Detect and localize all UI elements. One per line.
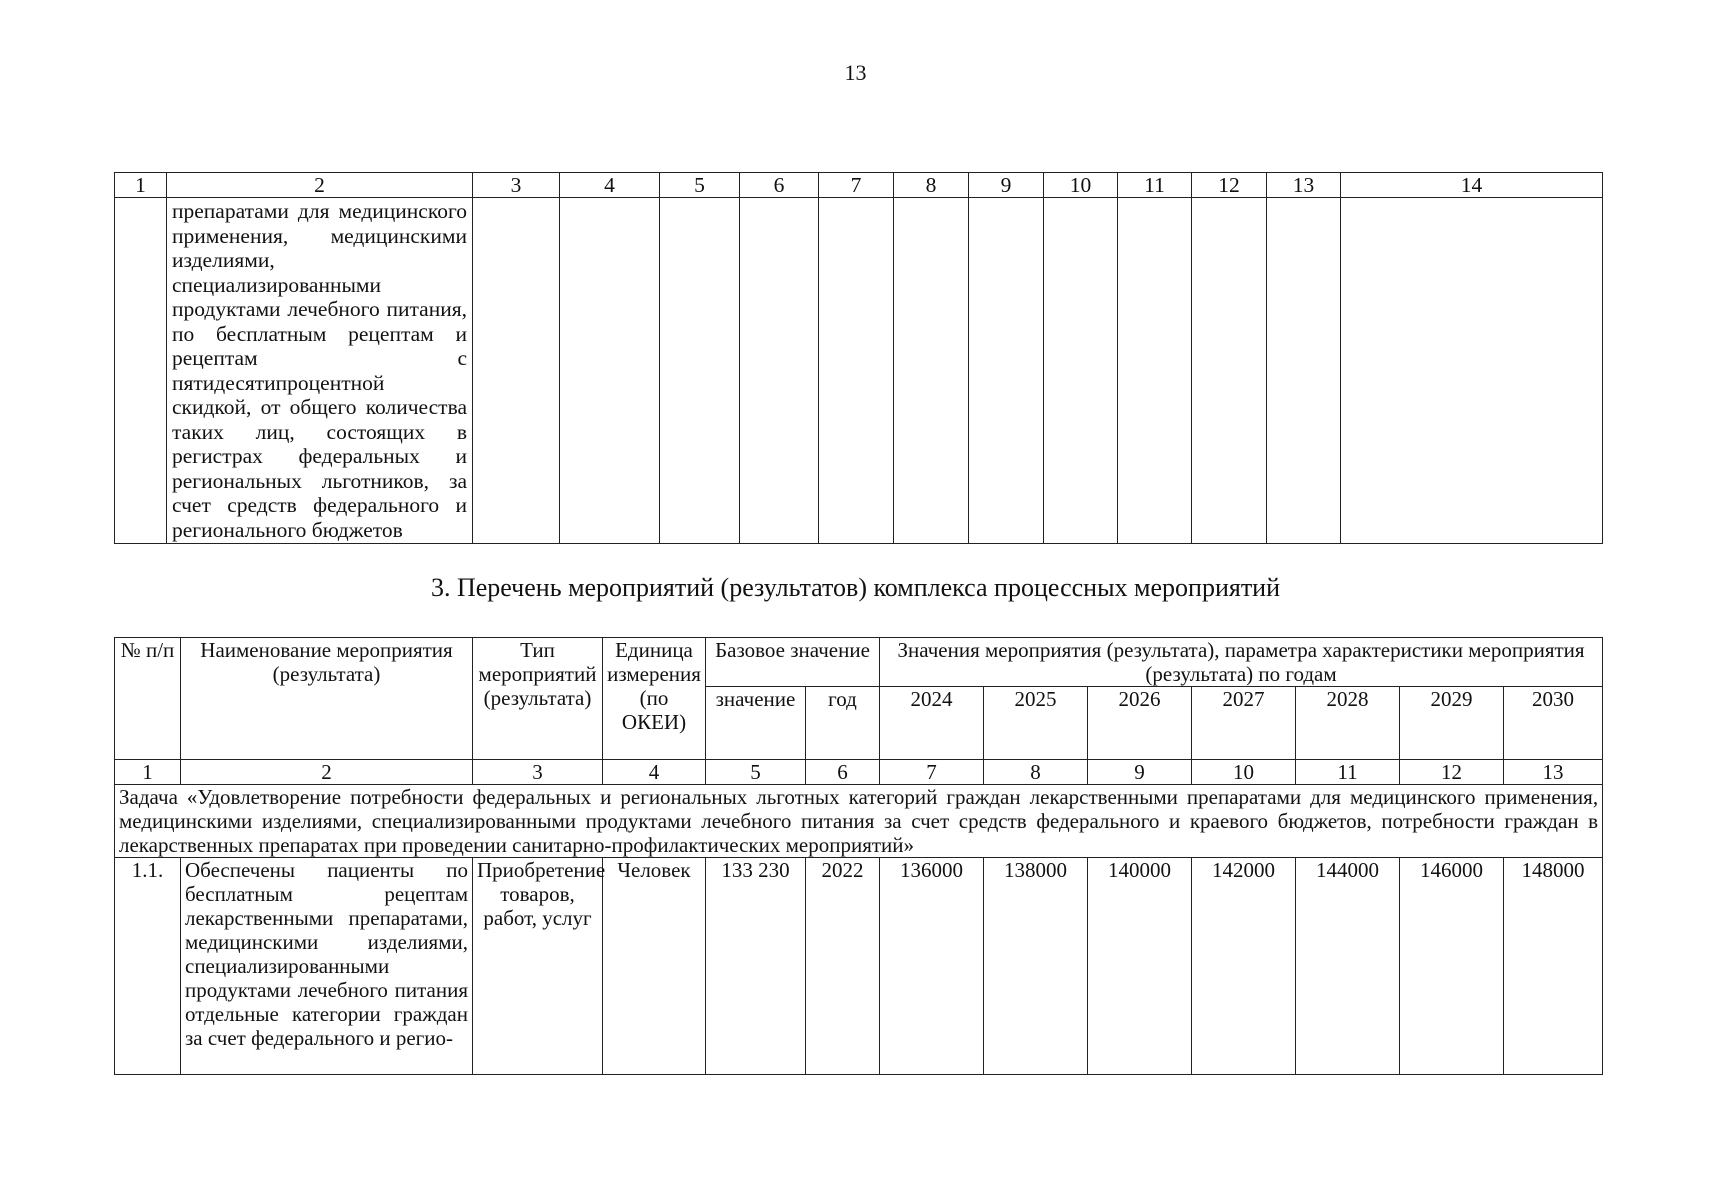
task-row: [115, 785, 1603, 858]
header-type: Тип мероприятий (результата): [473, 638, 603, 760]
column-number: 13: [1504, 760, 1603, 785]
column-number: 12: [1192, 173, 1267, 198]
column-number: 10: [1192, 760, 1296, 785]
column-number: 2: [167, 173, 473, 198]
header-year: 2025: [984, 687, 1088, 760]
row-name: Обеспечены пациенты по бесплатным рецептам лекарственными препаратами, медицинскими изделиями, специализированными продуктами лечебного питания отдельные категории граждан за счет федерального и регио-: [181, 858, 473, 1075]
column-number: 4: [560, 173, 660, 198]
column-number: 8: [894, 173, 969, 198]
column-number: 5: [706, 760, 806, 785]
column-number: 7: [880, 760, 984, 785]
column-number: 1: [115, 173, 167, 198]
header-year: 2028: [1296, 687, 1400, 760]
row-unit: Человек: [603, 858, 706, 1075]
empty-cell: [660, 198, 740, 544]
header-year: 2024: [880, 687, 984, 760]
column-number: 1: [115, 760, 181, 785]
header-unit: Единица измерения (по ОКЕИ): [603, 638, 706, 760]
column-number: 10: [1044, 173, 1118, 198]
empty-cell: [740, 198, 819, 544]
column-number-row: [115, 760, 1603, 785]
column-number: 3: [473, 173, 560, 198]
empty-cell: [969, 198, 1044, 544]
row-base-year: 2022: [806, 858, 880, 1075]
empty-cell: [1044, 198, 1118, 544]
row-value-2024: 136000: [880, 858, 984, 1075]
indicator-description: препаратами для медицинского применения, медицинскими изделиями, специализированными продуктами лечебного питания, по бесплатным рецептам и рецептам с пятидесятипроцентной скидкой, от общего количества таких лиц, состоящих в регистрах федеральных и региональных льготников, за счет средств федерального и регионального бюджетов: [167, 198, 473, 544]
row-value-2029: 146000: [1400, 858, 1504, 1075]
column-number: 13: [1267, 173, 1341, 198]
header-year: 2027: [1192, 687, 1296, 760]
row-value-2027: 142000: [1192, 858, 1296, 1075]
empty-cell: [115, 198, 167, 544]
table-row: [115, 858, 1603, 1075]
header-base-year: год: [806, 687, 880, 760]
column-number: 14: [1341, 173, 1603, 198]
section-title: 3. Перечень мероприятий (результатов) комплекса процессных мероприятий: [430, 573, 1281, 602]
empty-cell: [1118, 198, 1192, 544]
row-value-2026: 140000: [1088, 858, 1192, 1075]
table-row: [115, 198, 1603, 544]
column-number: 8: [984, 760, 1088, 785]
continued-table: [114, 172, 1603, 544]
column-number: 3: [473, 760, 603, 785]
empty-cell: [560, 198, 660, 544]
row-num: 1.1.: [115, 858, 181, 1075]
column-number: 7: [819, 173, 894, 198]
page-number: 13: [844, 60, 867, 85]
column-number: 11: [1118, 173, 1192, 198]
header-year: 2029: [1400, 687, 1504, 760]
header-row: [115, 638, 1603, 687]
row-type: Приобретение товаров, работ, услуг: [473, 858, 603, 1075]
empty-cell: [1192, 198, 1267, 544]
header-base-value: значение: [706, 687, 806, 760]
column-number: 12: [1400, 760, 1504, 785]
column-number: 11: [1296, 760, 1400, 785]
header-num: № п/п: [115, 638, 181, 760]
row-value-2030: 148000: [1504, 858, 1603, 1075]
column-number: 9: [1088, 760, 1192, 785]
header-year: 2026: [1088, 687, 1192, 760]
row-value-2025: 138000: [984, 858, 1088, 1075]
empty-cell: [819, 198, 894, 544]
column-number: 6: [806, 760, 880, 785]
measures-table: [114, 637, 1603, 1075]
header-values: Значения мероприятия (результата), параметра характеристики мероприятия (результата) по годам: [880, 638, 1603, 687]
column-number: 4: [603, 760, 706, 785]
header-year: 2030: [1504, 687, 1603, 760]
header-base: Базовое значение: [706, 638, 880, 687]
header-name: Наименование мероприятия (результата): [181, 638, 473, 760]
empty-cell: [1341, 198, 1603, 544]
empty-cell: [894, 198, 969, 544]
column-number: 9: [969, 173, 1044, 198]
column-number: 2: [181, 760, 473, 785]
empty-cell: [1267, 198, 1341, 544]
column-number: 6: [740, 173, 819, 198]
column-number-row: [115, 173, 1603, 198]
row-value-2028: 144000: [1296, 858, 1400, 1075]
task-text: Задача «Удовлетворение потребности федеральных и региональных льготных категорий граждан лекарственными препаратами для медицинского применения, медицинскими изделиями, специализированными продуктами лечебного питания за счет средств федерального и краевого бюджетов, потребности граждан в лекарственных препаратах при проведении санитарно-профилактических мероприятий»: [115, 785, 1603, 858]
empty-cell: [473, 198, 560, 544]
column-number: 5: [660, 173, 740, 198]
row-base-value: 133 230: [706, 858, 806, 1075]
